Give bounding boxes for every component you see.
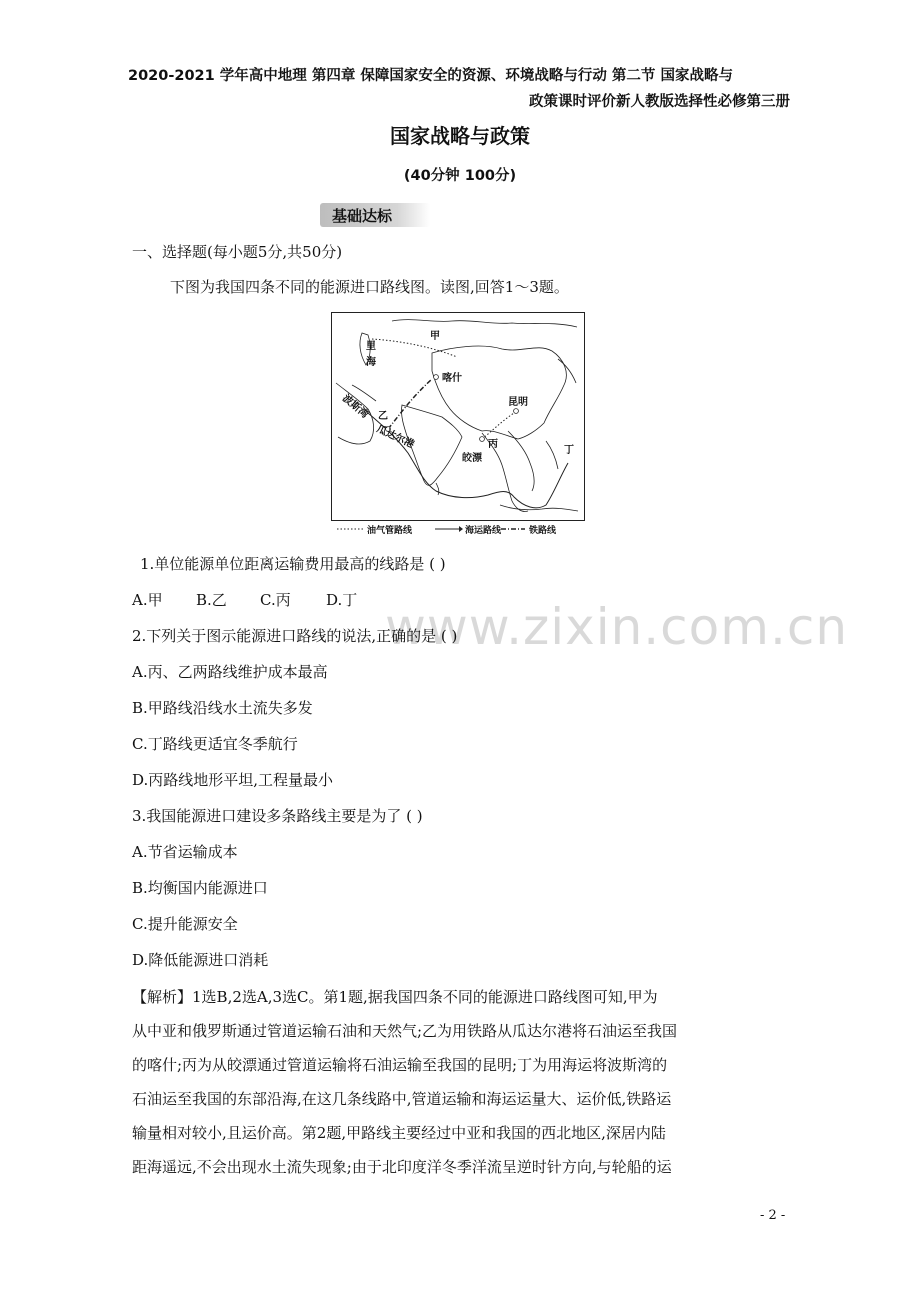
page-number: - 2 -: [760, 1208, 786, 1223]
map-label-persian-gulf: 波斯湾: [340, 392, 371, 421]
analysis-paragraph: [132, 980, 790, 1184]
analysis-line-4: 石油运至我国的东部沿海,在这几条线路中,管道运输和海运运量大、运价低,铁路运: [132, 1090, 672, 1108]
watermark: www.zixin.com.cn: [385, 598, 849, 656]
question-3-option-c: C.提升能源安全: [132, 915, 238, 933]
map-label-jia: 甲: [430, 331, 440, 342]
page-subtitle: (40分钟 100分): [403, 168, 517, 184]
analysis-line-3: 的喀什;丙为从皎漂通过管道运输将石油运输至我国的昆明;丁为用海运将波斯湾的: [132, 1056, 668, 1074]
question-2-option-c: C.丁路线更适宜冬季航行: [132, 735, 298, 753]
legend-rail: 铁路线: [529, 526, 557, 536]
analysis-line-2: 从中亚和俄罗斯通过管道运输石油和天然气;乙为用铁路从瓜达尔港将石油运至我国: [132, 1022, 678, 1040]
city-jiaopiao-dot: [480, 437, 485, 442]
sri-lanka-outline: [436, 483, 439, 495]
question-2-option-a: A.丙、乙两路线维护成本最高: [132, 663, 328, 681]
route-jia-pipeline: [372, 339, 457, 357]
document-header-line-1: 2020-2021 学年高中地理 第四章 保障国家安全的资源、环境战略与行动 第二节 国家战略与: [128, 68, 733, 84]
question-1-option-b: B.乙: [196, 591, 227, 609]
question-1-option-c: C.丙: [260, 591, 291, 609]
map-drawing: [332, 313, 584, 520]
map-label-yi: 乙: [378, 411, 388, 422]
analysis-line-5: 输量相对较小,且运价高。第2题,甲路线主要经过中亚和我国的西北地区,深居内陆: [132, 1124, 666, 1142]
question-3-option-b: B.均衡国内能源进口: [132, 879, 268, 897]
question-2-stem: 2.下列关于图示能源进口路线的说法,正确的是 ( ): [132, 627, 458, 645]
map-label-gwadar: 瓜达尔港: [374, 423, 416, 451]
analysis-line-6: 距海遥远,不会出现水土流失现象;由于北印度洋冬季洋流呈逆时针方向,与轮船的运: [132, 1158, 672, 1176]
route-bing-pipeline: [482, 413, 514, 439]
energy-route-map: [331, 312, 585, 521]
question-intro: 下图为我国四条不同的能源进口路线图。读图,回答1～3题。: [170, 278, 569, 296]
indochina-outline: [508, 431, 534, 491]
map-label-caspian-1: 里: [366, 341, 376, 352]
document-header-line-2: 政策课时评价新人教版选择性必修第三册: [529, 94, 790, 110]
analysis-line-1: 【解析】1选B,2选A,3选C。第1题,据我国四条不同的能源进口路线图可知,甲为: [132, 988, 658, 1006]
philippines-outline: [546, 441, 558, 469]
coastline-north: [392, 320, 577, 327]
map-label-kashi: 喀什: [442, 373, 462, 384]
question-3-option-d: D.降低能源进口消耗: [132, 951, 269, 969]
map-label-caspian-2: 海: [366, 357, 376, 368]
city-kunming-dot: [514, 409, 519, 414]
map-label-kunming: 昆明: [508, 397, 528, 408]
page-title: 国家战略与政策: [390, 124, 530, 148]
question-1-stem: 1.单位能源单位距离运输费用最高的线路是 ( ): [140, 555, 446, 573]
question-3-option-a: A.节省运输成本: [132, 843, 238, 861]
question-3-stem: 3.我国能源进口建设多条路线主要是为了 ( ): [132, 807, 423, 825]
analysis-label: 【解析】: [132, 988, 193, 1006]
question-1-option-d: D.丁: [326, 591, 358, 609]
map-legend: [331, 523, 583, 537]
question-1-option-a: A.甲: [132, 591, 163, 609]
question-2-option-d: D.丙路线地形平坦,工程量最小: [132, 771, 334, 789]
japan-korea-outline: [558, 359, 576, 383]
map-label-ding: 丁: [564, 445, 574, 456]
map-label-bing: 丙: [488, 439, 498, 450]
question-2-option-b: B.甲路线沿线水土流失多发: [132, 699, 313, 717]
legend-sea: 海运路线: [465, 526, 502, 536]
section-badge: [320, 203, 430, 227]
city-kashi-dot: [434, 375, 439, 380]
legend-pipeline: 油气管路线: [367, 526, 413, 536]
map-label-jiaopiao: 皎漂: [462, 453, 482, 464]
section-badge-label: 基础达标: [332, 207, 393, 225]
route-yi-railway: [388, 379, 432, 429]
part-heading: 一、选择题(每小题5分,共50分): [132, 243, 343, 261]
